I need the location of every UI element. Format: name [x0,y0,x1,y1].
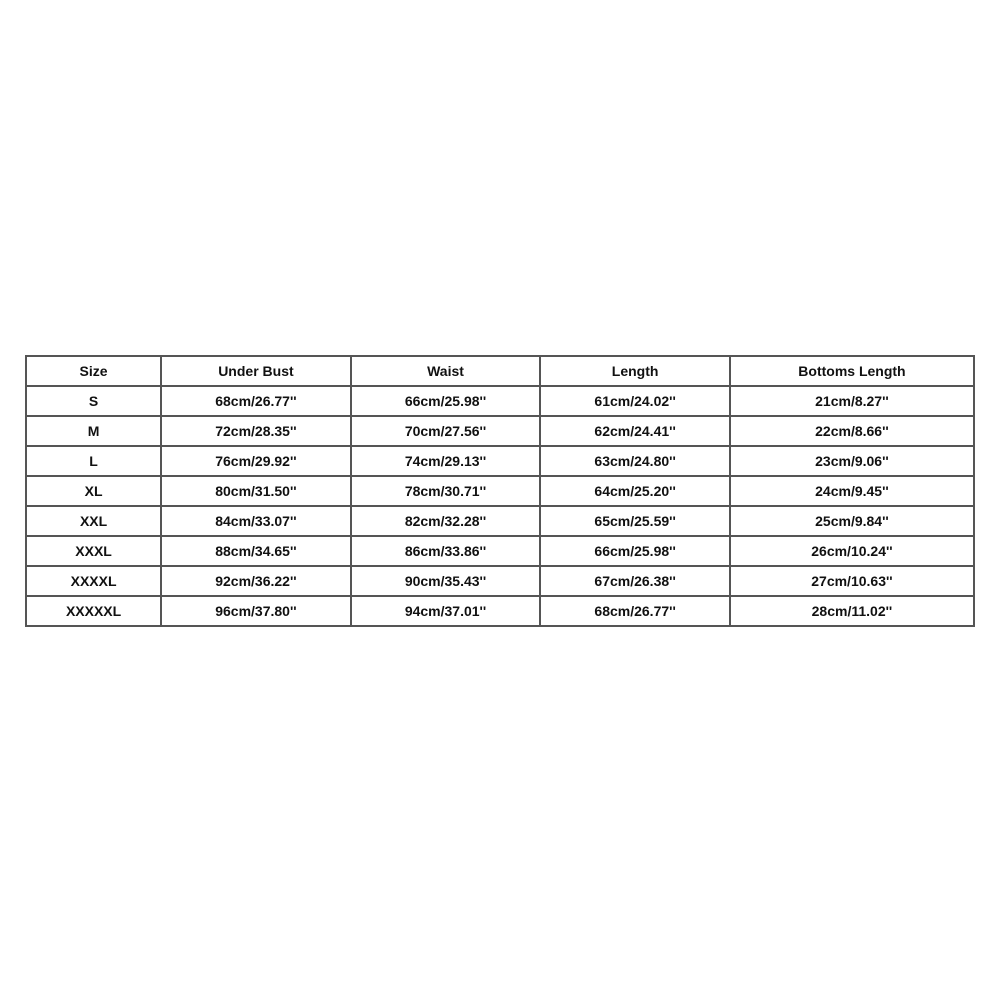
cell-bottoms-length: 28cm/11.02'' [731,597,973,625]
table-row [27,597,973,625]
cell-size: XXXXL [27,567,160,595]
table-row [27,417,973,445]
table-row [27,567,973,595]
cell-bottoms-length: 24cm/9.45'' [731,477,973,505]
cell-length: 62cm/24.41'' [541,417,729,445]
cell-size: L [27,447,160,475]
header-row [27,357,973,385]
cell-under-bust: 68cm/26.77'' [162,387,350,415]
cell-bottoms-length: 27cm/10.63'' [731,567,973,595]
table-row [27,477,973,505]
cell-size: M [27,417,160,445]
size-chart-table [25,355,975,627]
cell-length: 63cm/24.80'' [541,447,729,475]
cell-under-bust: 76cm/29.92'' [162,447,350,475]
cell-under-bust: 72cm/28.35'' [162,417,350,445]
cell-waist: 78cm/30.71'' [352,477,540,505]
cell-waist: 74cm/29.13'' [352,447,540,475]
cell-under-bust: 80cm/31.50'' [162,477,350,505]
cell-waist: 90cm/35.43'' [352,567,540,595]
cell-size: XL [27,477,160,505]
cell-waist: 82cm/32.28'' [352,507,540,535]
cell-bottoms-length: 25cm/9.84'' [731,507,973,535]
cell-length: 67cm/26.38'' [541,567,729,595]
header-under-bust: Under Bust [162,357,350,385]
table-row [27,447,973,475]
cell-bottoms-length: 26cm/10.24'' [731,537,973,565]
cell-length: 65cm/25.59'' [541,507,729,535]
header-waist: Waist [352,357,540,385]
cell-under-bust: 92cm/36.22'' [162,567,350,595]
cell-waist: 70cm/27.56'' [352,417,540,445]
cell-length: 68cm/26.77'' [541,597,729,625]
header-bottoms-length: Bottoms Length [731,357,973,385]
cell-under-bust: 96cm/37.80'' [162,597,350,625]
cell-length: 66cm/25.98'' [541,537,729,565]
cell-bottoms-length: 23cm/9.06'' [731,447,973,475]
cell-bottoms-length: 22cm/8.66'' [731,417,973,445]
cell-bottoms-length: 21cm/8.27'' [731,387,973,415]
table-row [27,387,973,415]
cell-size: XXXL [27,537,160,565]
cell-size: XXL [27,507,160,535]
header-length: Length [541,357,729,385]
cell-under-bust: 84cm/33.07'' [162,507,350,535]
cell-waist: 94cm/37.01'' [352,597,540,625]
table-row [27,537,973,565]
header-size: Size [27,357,160,385]
cell-waist: 86cm/33.86'' [352,537,540,565]
table-row [27,507,973,535]
cell-length: 61cm/24.02'' [541,387,729,415]
cell-size: S [27,387,160,415]
cell-under-bust: 88cm/34.65'' [162,537,350,565]
cell-length: 64cm/25.20'' [541,477,729,505]
cell-size: XXXXXL [27,597,160,625]
cell-waist: 66cm/25.98'' [352,387,540,415]
